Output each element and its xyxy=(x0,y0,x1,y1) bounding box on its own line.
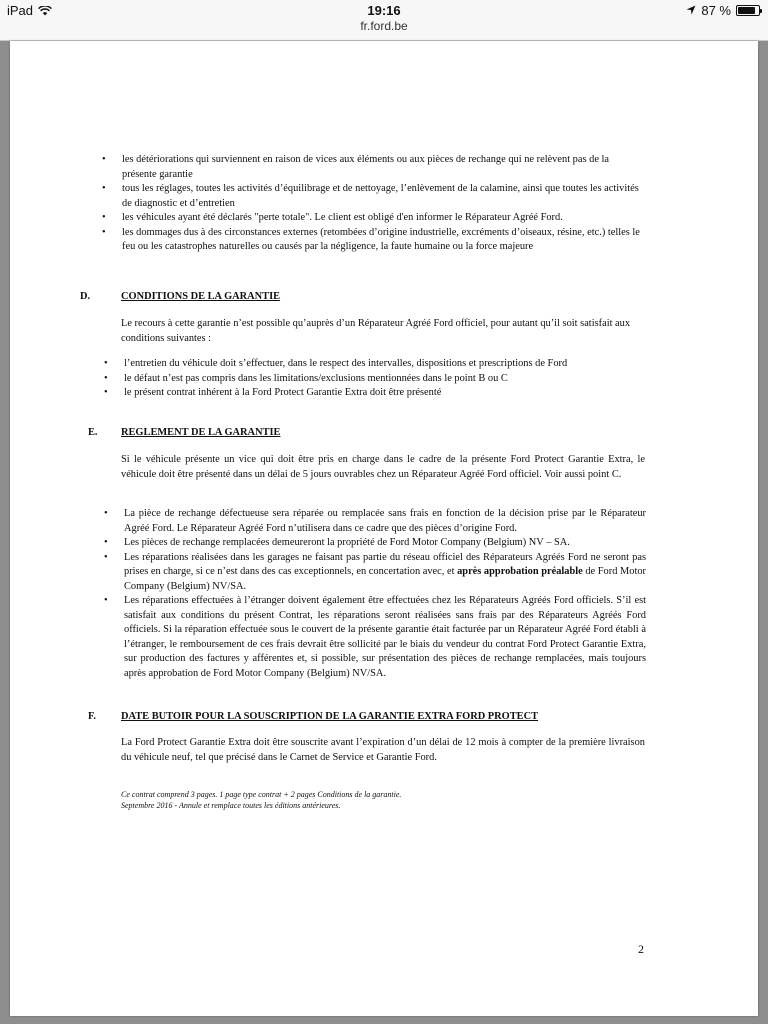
bullet-marker: • xyxy=(104,595,108,606)
bullet-marker: • xyxy=(102,212,106,223)
bullet-marker: • xyxy=(104,508,108,519)
bullet-marker: • xyxy=(102,226,106,238)
battery-icon xyxy=(736,5,760,16)
footnote-edition: Septembre 2016 - Annule et remplace toutes les éditions antérieures. xyxy=(121,801,341,810)
section-e-rules-list xyxy=(104,507,646,681)
bullet-marker: • xyxy=(104,387,108,398)
battery-percent: 87 % xyxy=(701,3,731,18)
section-d-conditions-list xyxy=(104,357,664,401)
section-f-body: La Ford Protect Garantie Extra doit être souscrite avant l’expiration d’un délai de 12 mois à compter de la première livraison du véhicule neuf, tel que précisé dans le Carnet de Service et Garantie Ford. xyxy=(121,737,645,763)
list-item xyxy=(104,357,664,372)
section-d-title: CONDITIONS DE LA GARANTIE xyxy=(121,291,281,302)
list-item-text: l’entretien du véhicule doit s’effectuer, dans le respect des intervalles, dispositions et prescriptions de Ford xyxy=(124,358,568,369)
list-item xyxy=(104,386,664,401)
section-f-letter: F. xyxy=(88,711,96,722)
section-e-intro: Si le véhicule présente un vice qui doit être pris en charge dans le cadre de la présente Ford Protect Garantie Extra, le véhicule doit être présenté dans un délai de 5 jours ouvrables chez un Réparateur Agréé Ford officiel. Voir aussi point C. xyxy=(121,454,645,480)
list-item-text: de Ford Motor Company (Belgium) NV/SA. xyxy=(124,566,646,592)
list-item xyxy=(102,211,646,226)
list-item xyxy=(104,536,646,551)
address-bar[interactable]: fr.ford.be xyxy=(360,19,408,33)
list-item-text: tous les réglages, toutes les activités d’équilibrage et de nettoyage, l’enlèvement de la calamine, ainsi que toutes les activités de diagnostic et d’entretien xyxy=(122,183,639,209)
exclusions-list xyxy=(102,153,646,255)
list-item-text: Les pièces de rechange remplacées demeureront la propriété de Ford Motor Company (Belgium) NV – SA. xyxy=(124,537,570,548)
list-item-text: Les réparations réalisées dans les garages ne faisant pas partie du réseau officiel des Réparateurs Agréés Ford ne seront pas prises en charge, si ce n’est dans des cas exceptionnels, en concertation avec, et xyxy=(124,551,646,577)
browser-top-bar xyxy=(0,0,768,41)
list-item xyxy=(102,226,646,255)
list-item-text: les dommages dus à des circonstances externes (retombées d’origine industrielle, excréments d’oiseaux, résine, etc.) telles le feu ou les catastrophes naturelles ou causés par la négligence, la faute humaine ou la force majeure xyxy=(122,226,640,252)
list-item-text: le présent contrat inhérent à la Ford Protect Garantie Extra doit être présenté xyxy=(124,387,442,398)
bullet-marker: • xyxy=(102,183,106,194)
bullet-marker: • xyxy=(104,372,108,384)
list-item-text: le défaut n’est pas compris dans les limitations/exclusions mentionnées dans le point B ou C xyxy=(124,372,508,384)
list-item-bold-text: après approbation préalable xyxy=(457,566,583,577)
bullet-marker: • xyxy=(104,551,108,563)
document-page xyxy=(10,41,758,1016)
footnote-pages: Ce contrat comprend 3 pages. 1 page type contrat + 2 pages Conditions de la garantie. xyxy=(121,790,402,799)
section-e-title: REGLEMENT DE LA GARANTIE xyxy=(121,427,281,438)
section-e-letter: E. xyxy=(88,427,98,438)
list-item-text: les véhicules ayant été déclarés "perte totale". Le client est obligé d'en informer le Réparateur Agréé Ford. xyxy=(122,212,563,223)
section-d-intro: Le recours à cette garantie n’est possible qu’auprès d’un Réparateur Agréé Ford officiel, pour autant qu’il soit satisfait aux conditions suivantes : xyxy=(121,318,631,344)
bullet-marker: • xyxy=(104,358,108,369)
list-item-text: La pièce de rechange défectueuse sera réparée ou remplacée sans frais en fonction de la décision prise par le Réparateur Agréé Ford. Le Réparateur Agréé Ford n’utilisera dans ce cadre que des pièces d’origine Ford. xyxy=(124,508,646,534)
list-item-text: les détériorations qui surviennent en raison de vices aux éléments ou aux pièces de rechange qui ne relèvent pas de la présente garantie xyxy=(122,154,610,180)
list-item xyxy=(102,182,646,211)
list-item xyxy=(102,153,646,182)
section-d-letter: D. xyxy=(80,291,91,302)
device-name: iPad xyxy=(7,3,34,18)
battery-fill xyxy=(738,7,755,14)
status-right xyxy=(686,3,760,18)
page-number: 2 xyxy=(638,942,644,956)
bullet-marker: • xyxy=(102,154,106,165)
list-item xyxy=(104,594,646,681)
list-item xyxy=(104,551,646,595)
list-item xyxy=(104,507,646,536)
status-time: 19:16 xyxy=(367,3,401,18)
section-f-title: DATE BUTOIR POUR LA SOUSCRIPTION DE LA GARANTIE EXTRA FORD PROTECT xyxy=(121,711,539,722)
location-icon xyxy=(686,3,696,18)
list-item xyxy=(104,372,664,387)
bullet-marker: • xyxy=(104,537,108,548)
list-item-text: Les réparations effectuées à l’étranger doivent également être effectuées chez les Réparateurs Agréés Ford officiels. S’il est satisfait aux conditions du présent Contrat, les réparations seront réalisées sans frais par des Réparateurs Agréés Ford officiels. Si la réparation effectuée sous le couvert de la présente garantie était facturée par un Réparateur Agréé Ford établi à l’étranger, le remboursement de ces frais devrait être sollicité par le biais du vendeur du contrat Ford Protect Garantie Extra, sur production des factures y afférentes et, si possible, sur présentation des pièces de rechange remplacées, mais toujours après approbation de Ford Motor Company (Belgium) NV/SA. xyxy=(124,595,646,679)
